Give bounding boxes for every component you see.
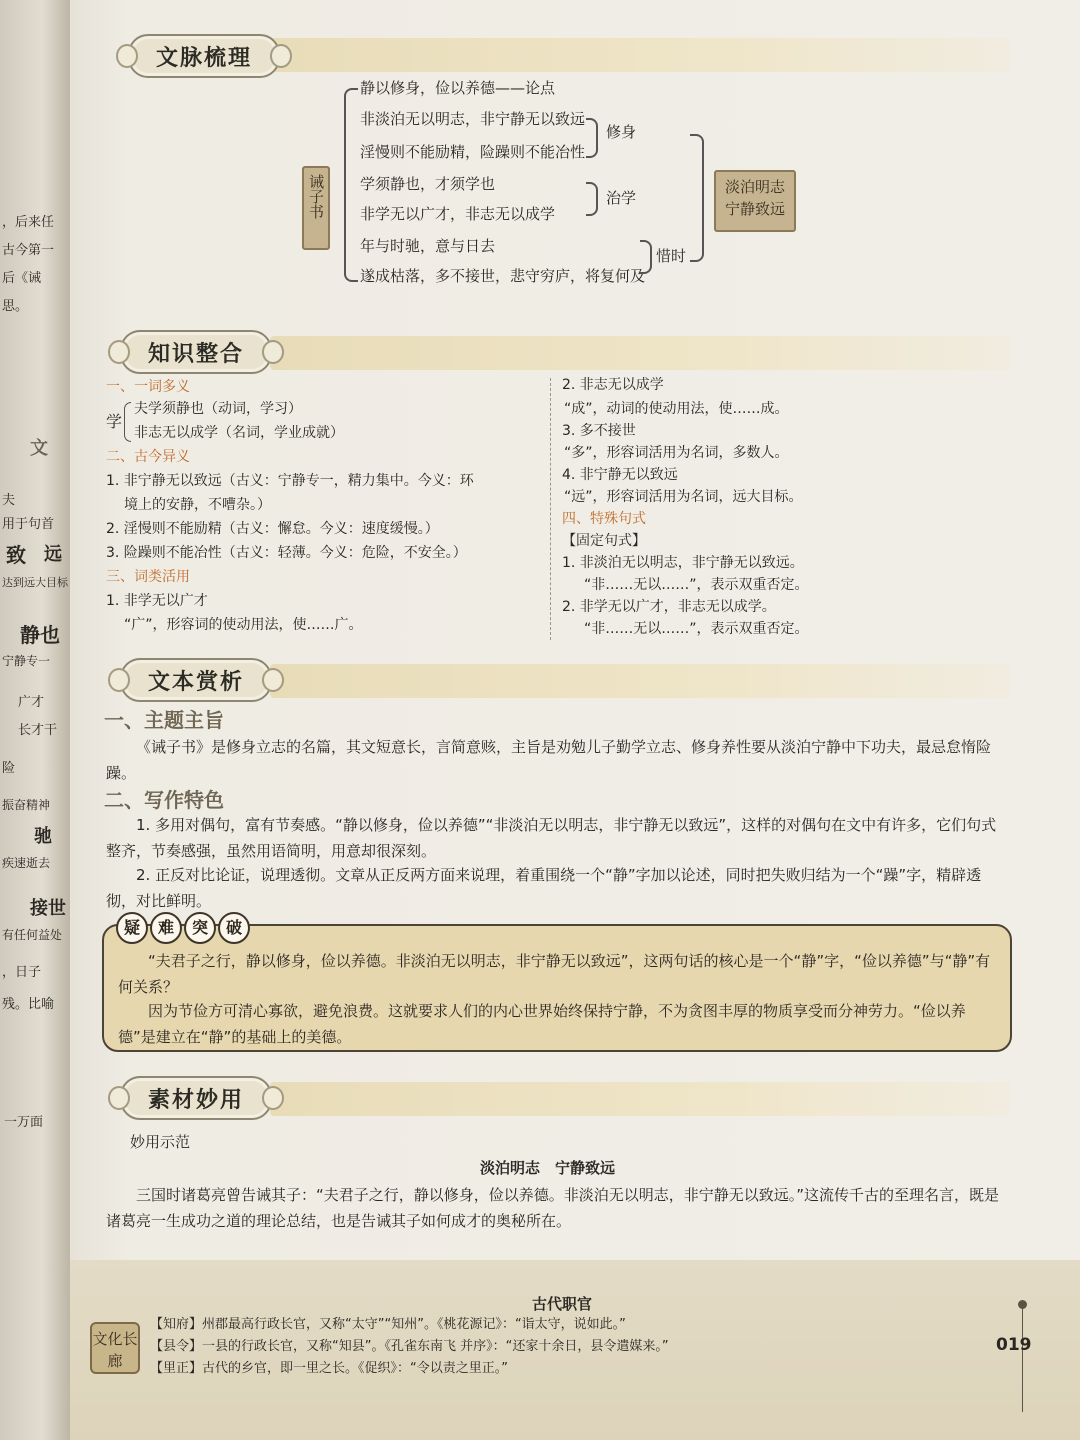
- footer-line: 【知府】州郡最高行政长官，又称“太守”“知州”。《桃花源记》：“诣太守，说如此。”: [150, 1317, 626, 1332]
- xiezuo-text: 1. 多用对偶句，富有节奏感。“静以修身，俭以养德”“非淡泊无以明志，非宁静无以致远”，这样的对偶句在文中有许多，它们句式整齐，节奏感强，虽然用语简明，用意却很深刻。: [106, 816, 997, 860]
- outer-group-brace: [690, 134, 704, 262]
- group-brace-xishi: [640, 240, 652, 274]
- column-divider: [550, 378, 551, 640]
- yinan-char: 破: [218, 912, 250, 944]
- left-fragment: 后《诫: [2, 271, 42, 286]
- yici-item: 非志无以成学（名词，学业成就）: [134, 425, 344, 441]
- zhuti-title: 一、主题主旨: [104, 708, 224, 732]
- diagram-root-label: 诫子书: [307, 174, 325, 219]
- footer-line: 【县令】一县的行政长官，又称“知县”。《孔雀东南飞 并序》：“还家十余日，县令遣媒来。”: [150, 1339, 669, 1354]
- cilei-line: 4. 非宁静无以致远: [562, 467, 678, 483]
- left-fragment: 静也: [20, 623, 60, 647]
- gujin-line: 1. 非宁静无以致远（古义：宁静专一，精力集中。今义：环: [106, 473, 474, 489]
- left-fragment: 用于句首: [2, 517, 55, 532]
- yinan-char: 突: [184, 912, 216, 944]
- section-header-zhishi: 知识整合: [120, 330, 272, 374]
- guding-label: 【固定句式】: [562, 533, 646, 549]
- page-number-dot: [1018, 1300, 1027, 1309]
- diagram-line: 遂成枯落，多不接世，悲守穷庐，将复何及: [360, 267, 646, 285]
- left-fragment: 达到远大目标: [2, 576, 68, 589]
- yinan-char: 难: [150, 912, 182, 944]
- yinan-question: “夫君子之行，静以修身，俭以养德。非淡泊无以明志，非宁静无以致远”，这两句话的核心是一个“静”字，“俭以养德”与“静”有何关系？: [118, 952, 991, 996]
- cilei-line: “多”，形容词活用为名词，多数人。: [564, 445, 789, 461]
- footer-line: 【里正】古代的乡官，即一里之长。《促织》：“令以责之里正。”: [150, 1361, 508, 1376]
- yici-brace: [124, 402, 131, 442]
- diagram-line: 年与时驰，意与日去: [360, 237, 496, 255]
- subhead-cilei: 三、词类活用: [106, 569, 190, 585]
- xue-char: 学: [106, 412, 123, 431]
- diagram-line: 非学无以广才，非志无以成学: [360, 205, 556, 223]
- header-band: [270, 336, 1010, 370]
- yici-item: 夫学须静也（动词，学习）: [134, 401, 302, 417]
- left-fragment: 广才: [18, 695, 45, 710]
- yinan-answer: 因为节俭方可清心寡欲，避免浪费。这就要求人们的内心世界始终保持宁静，不为贪图丰厚的物质享受而分神劳力。“俭以养德”是建立在“静”的基础上的美德。: [118, 1002, 966, 1046]
- xiezuo-title: 二、写作特色: [104, 788, 224, 812]
- yinan-char: 疑: [116, 912, 148, 944]
- left-fragment: 思。: [2, 299, 29, 314]
- diagram-line: 学须静也，才须学也: [360, 175, 496, 193]
- culture-badge: 文化长廊: [90, 1322, 140, 1374]
- cilei-line: 2. 非志无以成学: [562, 377, 664, 393]
- diagram-main-brace: [344, 88, 358, 282]
- left-fragment: 险: [2, 761, 16, 776]
- footer-title: 古代职官: [532, 1295, 593, 1313]
- diagram-root-seal: [302, 166, 330, 250]
- teshu-line: 1. 非淡泊无以明志，非宁静无以致远。: [562, 555, 804, 571]
- teshu-line: 2. 非学无以广才，非志无以成学。: [562, 599, 776, 615]
- sucai-label: 妙用示范: [130, 1133, 191, 1151]
- teshu-line: “非……无以……”，表示双重否定。: [584, 577, 809, 593]
- diagram-line: 静以修身，俭以养德——论点: [360, 79, 556, 97]
- xiezuo-text: 2. 正反对比论证，说理透彻。文章从正反两方面来说理，着重围绕一个“静”字加以论述，同时把失败归结为一个“躁”字，精辟透彻，对比鲜明。: [106, 866, 982, 910]
- group-label-zhixue: 治学: [606, 189, 637, 207]
- sucai-text: 三国时诸葛亮曾告诫其子：“夫君子之行，静以修身，俭以养德。非淡泊无以明志，非宁静无以致远。”这流传千古的至理名言，既是诸葛亮一生成功之道的理论总结，也是告诫其子如何成才的奥秘所在。: [106, 1186, 1000, 1230]
- diagram-result-label: 淡泊明志 宁静致远: [724, 178, 785, 218]
- left-page-edge: [0, 0, 70, 1440]
- left-fragment: 一万面: [4, 1115, 44, 1130]
- left-fragment: 远: [44, 544, 62, 565]
- subhead-gujin: 二、古今异义: [106, 449, 190, 465]
- diagram-line: 淫慢则不能励精，险躁则不能冶性: [360, 143, 586, 161]
- header-band: [260, 38, 1010, 72]
- section-header-sucai: 素材妙用: [120, 1076, 272, 1120]
- cilei-line: 3. 多不接世: [562, 423, 636, 439]
- left-fragment: 长才干: [18, 723, 58, 738]
- diagram-line: 非淡泊无以明志，非宁静无以致远: [360, 110, 586, 128]
- subhead-teshu: 四、特殊句式: [562, 511, 646, 527]
- gujin-line: 2. 淫慢则不能励精（古义：懈怠。今义：速度缓慢。）: [106, 521, 439, 537]
- subhead-yici: 一、一词多义: [106, 379, 190, 395]
- left-fragment: 致: [6, 543, 26, 567]
- left-fragment: 文: [30, 438, 48, 459]
- diagram-result-seal: [714, 170, 796, 232]
- section-header-wenben: 文本赏析: [120, 658, 272, 702]
- group-brace-xiushen: [586, 118, 598, 158]
- left-fragment: 振奋精神: [2, 798, 51, 812]
- group-label-xiushen: 修身: [606, 123, 637, 141]
- left-fragment: ，日子: [2, 965, 42, 980]
- left-fragment: 有任何益处: [2, 928, 63, 942]
- left-fragment: 疾速逝去: [2, 856, 51, 870]
- section-header-wenmai: 文脉梳理: [128, 34, 280, 78]
- page-number-rule: [1022, 1302, 1023, 1412]
- cilei-line: 1. 非学无以广才: [106, 593, 208, 609]
- group-brace-zhixue: [586, 182, 598, 216]
- left-fragment: 驰: [34, 826, 52, 847]
- left-fragment: 古今第一: [2, 243, 55, 258]
- zhuti-text: 《诫子书》是修身立志的名篇，其文短意长，言简意赅，主旨是劝勉儿子勤学立志、修身养性要从淡泊宁静中下功夫，最忌怠惰险躁。: [106, 738, 992, 782]
- teshu-line: “非……无以……”，表示双重否定。: [584, 621, 809, 637]
- left-fragment: 宁静专一: [2, 654, 51, 668]
- gujin-line: 3. 险躁则不能冶性（古义：轻薄。今义：危险，不安全。）: [106, 545, 467, 561]
- page-number: 019: [996, 1335, 1032, 1355]
- header-band: [270, 1082, 1010, 1116]
- cilei-line: “远”，形容词活用为名词，远大目标。: [564, 489, 803, 505]
- header-band: [270, 664, 1010, 698]
- left-fragment: ，后来任: [2, 215, 55, 230]
- cilei-line: “成”，动词的使动用法，使……成。: [564, 401, 789, 417]
- left-fragment: 残。比喻: [2, 997, 55, 1012]
- cilei-line: “广”，形容词的使动用法，使……广。: [124, 617, 363, 633]
- yinan-box: [102, 918, 1012, 1052]
- left-fragment: 接世: [30, 898, 66, 919]
- group-label-xishi: 惜时: [656, 247, 687, 265]
- left-fragment: 夫: [2, 493, 16, 508]
- sucai-title: 淡泊明志 宁静致远: [480, 1159, 616, 1177]
- gujin-line: 境上的安静，不嘈杂。）: [124, 497, 271, 513]
